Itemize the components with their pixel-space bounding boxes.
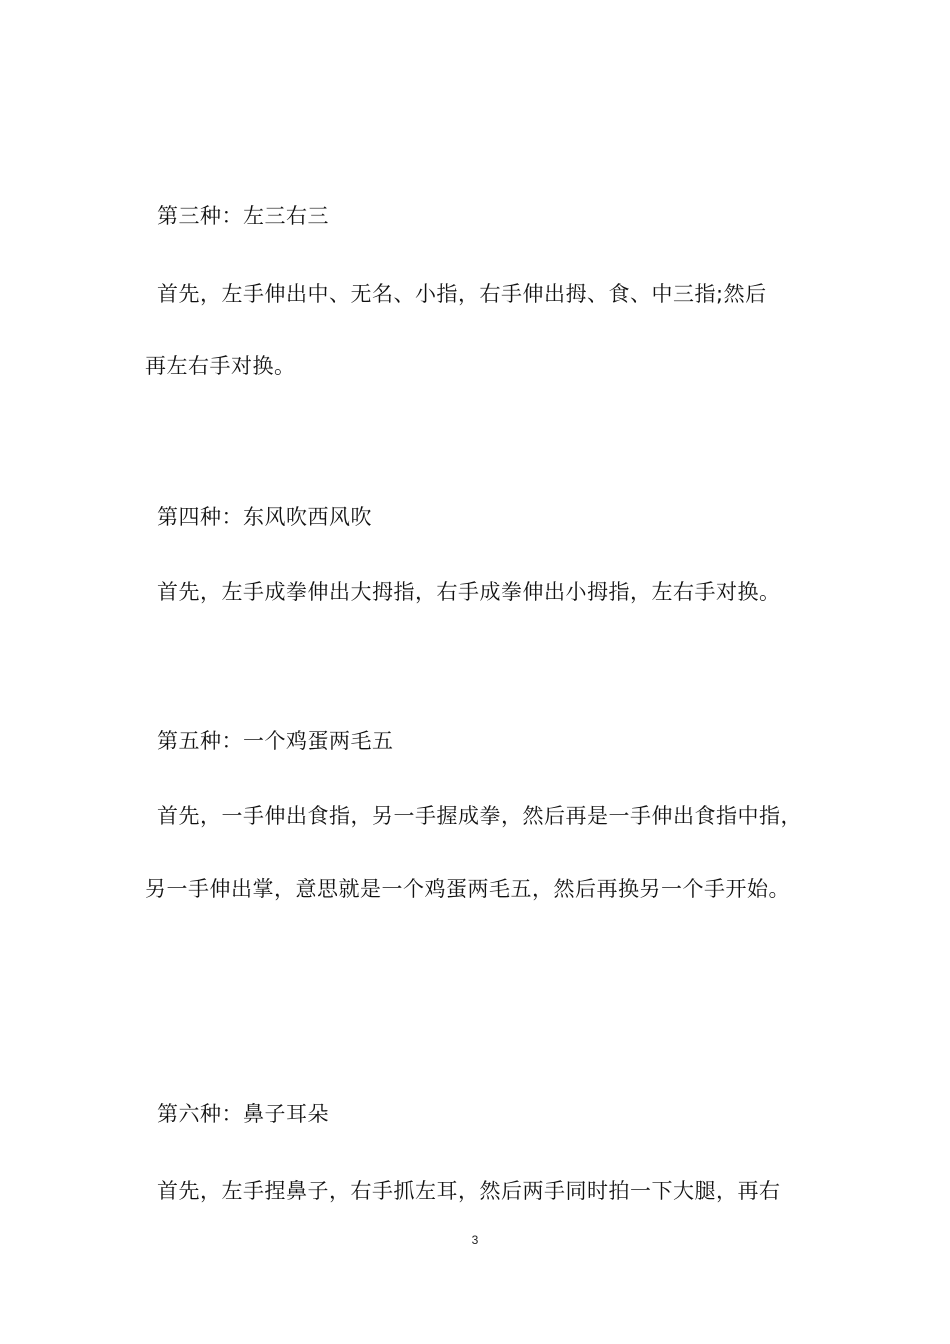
section-body-line: 首先，左手成拳伸出大拇指，右手成拳伸出小拇指，左右手对换。 (157, 580, 781, 604)
page-number: 3 (471, 1233, 479, 1247)
section-body-line: 首先，左手伸出中、无名、小指，右手伸出拇、食、中三指;然后 (157, 282, 767, 306)
section-heading-6: 第六种：鼻子耳朵 (157, 1102, 329, 1126)
section-heading-4: 第四种：东风吹西风吹 (157, 505, 372, 529)
section-body-line: 另一手伸出掌，意思就是一个鸡蛋两毛五，然后再换另一个手开始。 (145, 877, 790, 901)
section-body-line: 首先，左手捏鼻子，右手抓左耳，然后两手同时拍一下大腿，再右 (157, 1179, 781, 1203)
section-body-line: 再左右手对换。 (145, 354, 296, 378)
section-body-line: 首先，一手伸出食指，另一手握成拳，然后再是一手伸出食指中指， (157, 804, 802, 828)
section-heading-5: 第五种：一个鸡蛋两毛五 (157, 729, 394, 753)
section-heading-3: 第三种：左三右三 (157, 204, 329, 228)
